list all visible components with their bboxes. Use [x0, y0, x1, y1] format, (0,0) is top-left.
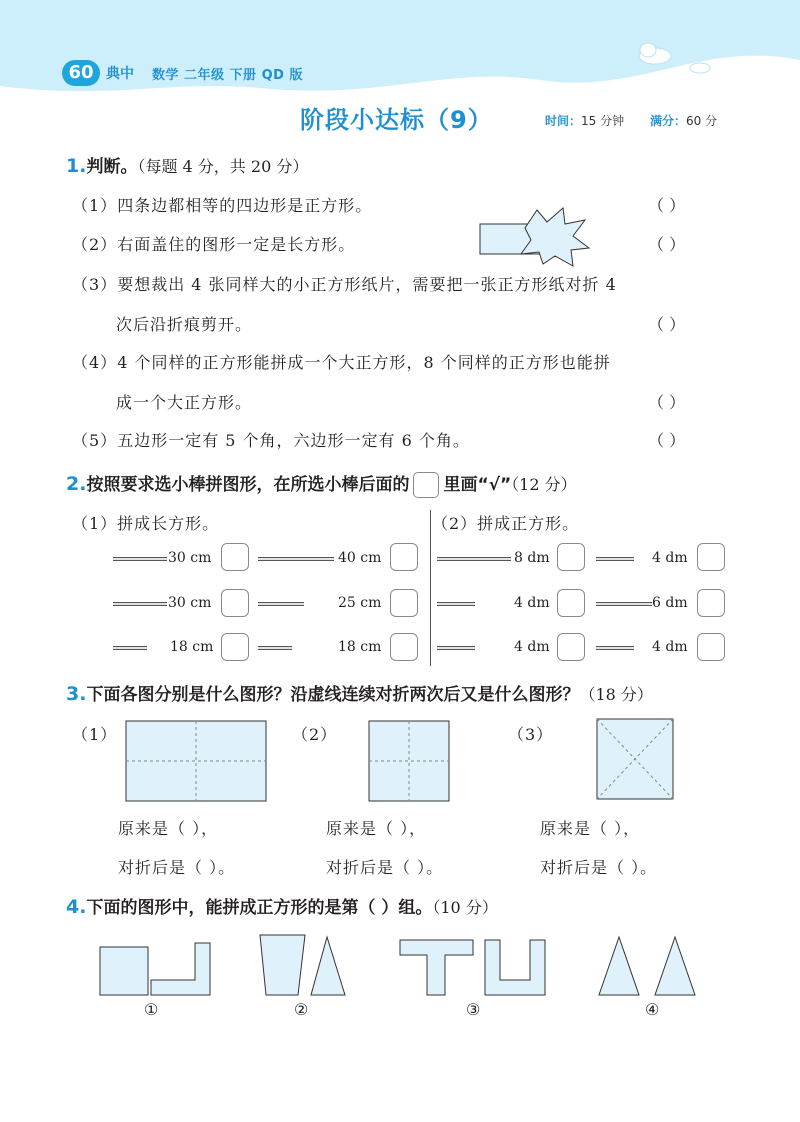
- figure-rectangle: [125, 720, 267, 802]
- stick-25cm: [258, 602, 304, 606]
- q1-item-3-cont: 次后沿折痕剪开。: [116, 315, 253, 334]
- q1-item-4: （4）4 个同样的正方形能拼成一个大正方形，8 个同样的正方形也能拼: [72, 353, 611, 372]
- shape-group-2: [255, 932, 355, 1000]
- stick-label: 30 cm: [168, 595, 212, 611]
- q3-item-3-folded: 对折后是（ ）。: [540, 858, 658, 877]
- q1-answer-4[interactable]: （ ）: [648, 393, 686, 412]
- checkbox-25cm[interactable]: [390, 589, 418, 617]
- checkbox-18cm-b[interactable]: [390, 633, 418, 661]
- checkbox-4dm-b[interactable]: [557, 589, 585, 617]
- shape-group-1: [95, 935, 220, 1000]
- stick-30cm-a: [113, 557, 167, 561]
- q1-answer-1[interactable]: （ ）: [648, 196, 686, 215]
- q2-part-2-label: （2）拼成正方形。: [432, 514, 580, 533]
- covered-shape-figure: [475, 206, 595, 268]
- group-label-2: ②: [294, 1000, 310, 1019]
- full-score: 满分：60 分: [650, 114, 718, 128]
- checkbox-40cm[interactable]: [390, 543, 418, 571]
- stick-label: 30 cm: [168, 550, 212, 566]
- q2-heading: 2.按照要求选小棒拼图形，在所选小棒后面的 里画“√”（12 分）: [66, 470, 577, 498]
- stick-label: 40 cm: [338, 550, 382, 566]
- checkbox-4dm-c[interactable]: [557, 633, 585, 661]
- q3-item-2-folded: 对折后是（ ）。: [326, 858, 444, 877]
- checkbox-4dm-d[interactable]: [697, 633, 725, 661]
- stick-label: 18 cm: [338, 639, 382, 655]
- checkbox-30cm-a[interactable]: [221, 543, 249, 571]
- q1-heading: 1.判断。（每题 4 分，共 20 分）: [66, 155, 309, 177]
- q3-item-2-label: （2）: [292, 725, 338, 744]
- stick-4dm-b: [437, 602, 475, 606]
- stick-label: 4 dm: [514, 639, 550, 655]
- stick-label: 6 dm: [652, 595, 688, 611]
- checkbox-8dm[interactable]: [557, 543, 585, 571]
- stick-label: 18 cm: [170, 639, 214, 655]
- stick-18cm-b: [258, 646, 292, 650]
- figure-square-diagonals: [596, 718, 674, 800]
- stick-18cm-a: [113, 646, 147, 650]
- stick-label: 4 dm: [652, 550, 688, 566]
- q1-item-4-cont: 成一个大正方形。: [116, 393, 253, 412]
- stick-label: 25 cm: [338, 595, 382, 611]
- stick-30cm-b: [113, 602, 167, 606]
- shape-group-4: [595, 932, 705, 1000]
- figure-square: [368, 720, 450, 802]
- q4-heading: 4.下面的图形中，能拼成正方形的是第（ ）组。（10 分）: [66, 896, 498, 918]
- group-label-1: ①: [144, 1000, 160, 1019]
- q1-item-3: （3）要想裁出 4 张同样大的小正方形纸片，需要把一张正方形纸对折 4: [72, 275, 617, 294]
- stick-6dm: [596, 602, 652, 606]
- q2-part-1-label: （1）拼成长方形。: [72, 514, 220, 533]
- q3-item-1-label: （1）: [72, 725, 118, 744]
- page-title: 阶段小达标（9）: [300, 106, 493, 134]
- q3-item-1-folded: 对折后是（ ）。: [118, 858, 236, 877]
- q3-item-3-original: 原来是（ ），: [540, 819, 641, 838]
- q1-answer-2[interactable]: （ ）: [648, 235, 686, 254]
- q1-item-2: （2）右面盖住的图形一定是长方形。: [72, 235, 356, 254]
- q3-item-2-original: 原来是（ ），: [326, 819, 427, 838]
- checkbox-30cm-b[interactable]: [221, 589, 249, 617]
- stick-label: 4 dm: [652, 639, 688, 655]
- shape-group-3: [395, 935, 555, 1000]
- example-checkbox: [413, 472, 439, 498]
- time-limit: 时间：15 分钟: [545, 114, 625, 128]
- q3-item-3-label: （3）: [508, 725, 554, 744]
- q1-item-1: （1）四条边都相等的四边形是正方形。: [72, 196, 373, 215]
- stick-4dm-c: [437, 646, 475, 650]
- column-divider: [430, 510, 431, 666]
- checkbox-18cm-a[interactable]: [221, 633, 249, 661]
- book-title: 数学 二年级 下册 QD 版: [152, 68, 303, 83]
- stick-4dm-d: [596, 646, 634, 650]
- q1-item-5: （5）五边形一定有 5 个角，六边形一定有 6 个角。: [72, 431, 470, 450]
- q1-answer-5[interactable]: （ ）: [648, 431, 686, 450]
- q1-answer-3[interactable]: （ ）: [648, 315, 686, 334]
- stick-label: 8 dm: [514, 550, 550, 566]
- checkbox-4dm-a[interactable]: [697, 543, 725, 571]
- header-background: [0, 0, 800, 110]
- group-label-3: ③: [466, 1000, 482, 1019]
- stick-40cm: [258, 557, 334, 561]
- stick-8dm: [437, 557, 511, 561]
- group-label-4: ④: [645, 1000, 661, 1019]
- page-number: 60: [62, 60, 100, 86]
- book-brand: 典中: [106, 66, 134, 82]
- stick-4dm-a: [596, 557, 634, 561]
- checkbox-6dm[interactable]: [697, 589, 725, 617]
- q3-heading: 3.下面各图分别是什么图形？沿虚线连续对折两次后又是什么图形？（18 分）: [66, 683, 653, 705]
- stick-label: 4 dm: [514, 595, 550, 611]
- q3-item-1-original: 原来是（ ），: [118, 819, 219, 838]
